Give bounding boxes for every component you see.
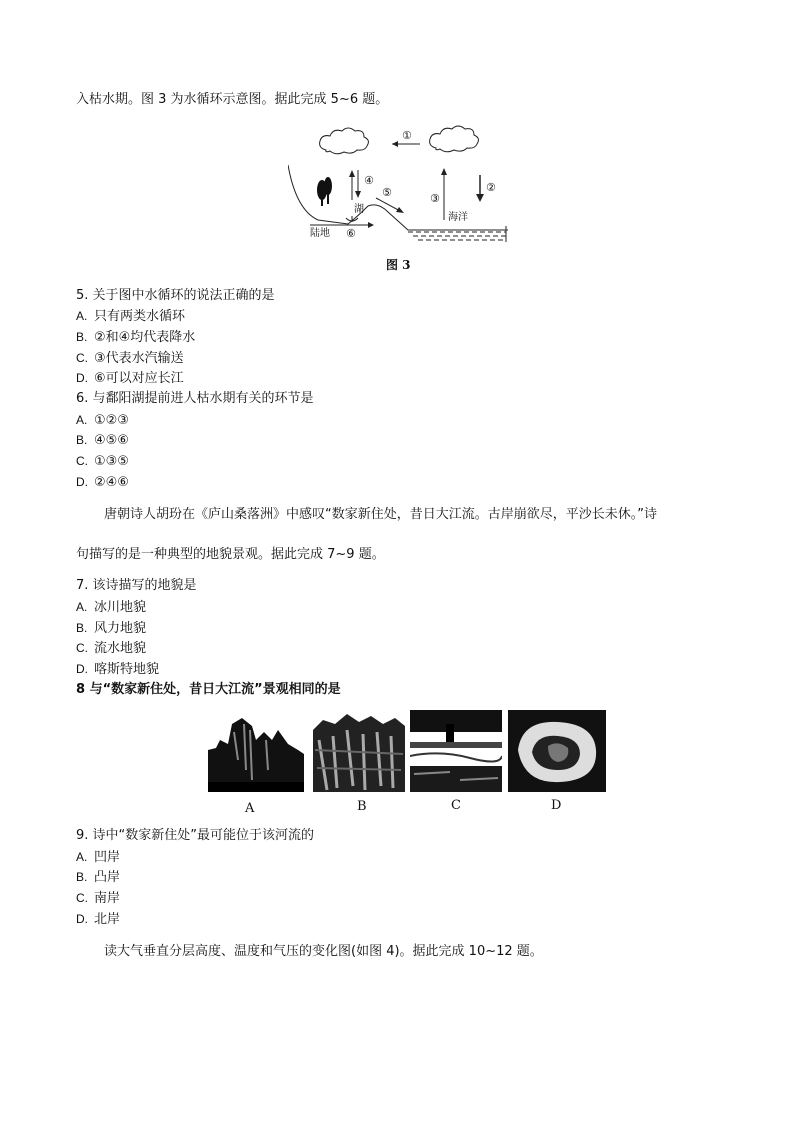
photo-c-label: C — [451, 798, 461, 813]
label-2: ② — [486, 181, 496, 194]
photo-d-image — [508, 710, 606, 792]
q5-option-a: A. 只有两类水循环 — [76, 309, 186, 324]
poem-intro-line1: 唐朝诗人胡玢在《庐山桑落洲》中感叹“数家新住处，昔日大江流。古岸崩欲尽，平沙长未休。”诗 — [104, 507, 657, 522]
photo-b-label: B — [357, 799, 367, 814]
label-6: ⑥ — [346, 227, 356, 240]
q5-option-b: B. ②和④均代表降水 — [76, 330, 196, 345]
label-1: ① — [402, 129, 412, 142]
intro-text: 入枯水期。图 3 为水循环示意图。据此完成 5~6 题。 — [76, 92, 389, 107]
q9-option-a: A. 凹岸 — [76, 850, 121, 865]
q7-option-b: B. 风力地貌 — [76, 621, 147, 636]
q7-option-c: C. 流水地貌 — [76, 641, 147, 656]
label-5: ⑤ — [382, 186, 392, 199]
photo-c-image — [410, 710, 502, 792]
cloud-right-icon — [430, 126, 479, 152]
q5-stem: 5. 关于图中水循环的说法正确的是 — [76, 288, 275, 303]
water-cycle-diagram — [288, 120, 508, 245]
figure4-intro: 读大气垂直分层高度、温度和气压的变化图(如图 4)。据此完成 10~12 题。 — [104, 944, 543, 959]
q7-stem: 7. 该诗描写的地貌是 — [76, 578, 197, 593]
photo-a-image — [208, 710, 304, 792]
q9-stem: 9. 诗中“数家新住处”最可能位于该河流的 — [76, 828, 315, 843]
label-4: ④ — [364, 174, 374, 187]
cloud-left-icon — [320, 128, 369, 154]
q6-option-c: C. ①③⑤ — [76, 454, 129, 469]
label-lake: 湖 — [354, 204, 364, 215]
q7-option-d: D. 喀斯特地貌 — [76, 662, 160, 677]
q9-option-b: B. 凸岸 — [76, 870, 121, 885]
q5-option-d: D. ⑥可以对应长江 — [76, 371, 184, 386]
q6-option-a: A. ①②③ — [76, 413, 129, 428]
q6-option-b: B. ④⑤⑥ — [76, 433, 129, 448]
photo-a-label: A — [245, 801, 255, 816]
q9-option-c: C. 南岸 — [76, 891, 121, 906]
q6-option-d: D. ②④⑥ — [76, 475, 129, 490]
q7-option-a: A. 冰川地貌 — [76, 600, 147, 615]
tree-icon — [317, 177, 332, 206]
label-ocean: 海洋 — [448, 212, 468, 223]
q9-option-d: D. 北岸 — [76, 912, 121, 927]
q8-stem: 8 与“数家新住处，昔日大江流”景观相同的是 — [76, 682, 341, 697]
photo-b-image — [313, 710, 405, 792]
figure3-caption: 图 3 — [386, 258, 411, 272]
photo-d-label: D — [551, 798, 562, 813]
label-3: ③ — [430, 192, 440, 205]
poem-intro-line2: 句描写的是一种典型的地貌景观。据此完成 7~9 题。 — [76, 547, 385, 562]
label-land: 陆地 — [310, 228, 330, 239]
q5-option-c: C. ③代表水汽输送 — [76, 351, 184, 366]
q6-stem: 6. 与鄱阳湖提前进人枯水期有关的环节是 — [76, 391, 314, 406]
